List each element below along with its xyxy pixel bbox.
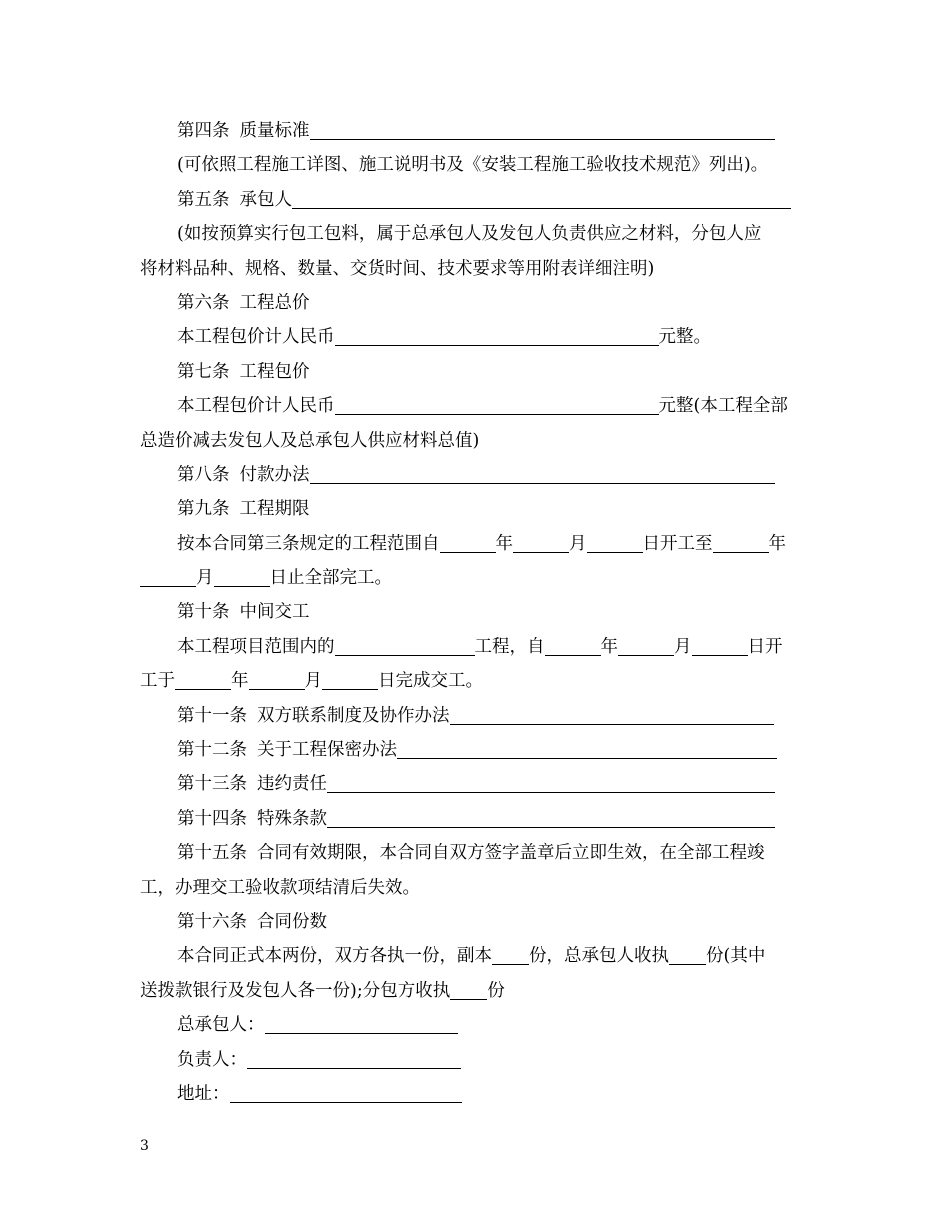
- copies-line-2-text: 送拨款银行及发包人各一份);分包方收执: [140, 980, 451, 1001]
- article-15-text: [140, 836, 815, 870]
- total-price-suffix: 元整。: [658, 327, 711, 348]
- article-16-text: [140, 939, 815, 973]
- start-year-blank: [440, 531, 496, 553]
- end-year-blank: [713, 531, 769, 553]
- article-10-text: [140, 630, 815, 664]
- article-16-number: 第十六条: [177, 911, 247, 932]
- article-11-heading: [140, 699, 815, 733]
- end-year-label: 年: [768, 533, 786, 554]
- end-month-label: 月: [196, 568, 214, 589]
- article-9-heading: [140, 492, 815, 526]
- article-10-heading: [140, 595, 815, 629]
- article-6-title: 工程总价: [239, 292, 310, 313]
- project-label: 工程，自: [474, 636, 545, 657]
- handover-end-month-blank: [249, 668, 305, 690]
- article-10-line-2: [140, 664, 815, 698]
- address-label: 地址：: [177, 1083, 230, 1104]
- article-9-title: 工程期限: [239, 499, 310, 520]
- handover-year-label: 年: [600, 636, 618, 657]
- handover-end-year-blank: [175, 668, 231, 690]
- duplicate-count-blank: [492, 943, 529, 965]
- article-12-title: 关于工程保密办法: [257, 740, 397, 761]
- article-13-number: 第十三条: [177, 774, 247, 795]
- article-10-number: 第十条: [177, 602, 230, 623]
- handover-month-label: 月: [674, 636, 692, 657]
- total-price-label: 本工程包价计人民币: [177, 327, 335, 348]
- copies-text-b: 份，总承包人收执: [529, 946, 669, 967]
- address-blank: [230, 1081, 462, 1103]
- article-5-heading: [140, 183, 815, 217]
- article-8-number: 第八条: [177, 464, 230, 485]
- contract-price-suffix: 元整(本工程全部: [658, 396, 788, 417]
- project-scope-label: 本工程项目范围内的: [177, 636, 335, 657]
- responsible-person-blank: [247, 1047, 461, 1069]
- general-contractor-label: 总承包人：: [177, 1015, 265, 1036]
- end-month-blank: [140, 565, 196, 587]
- handover-end-month-label: 月: [304, 671, 322, 692]
- confidentiality-blank: [397, 737, 777, 759]
- article-14-heading: [140, 802, 815, 836]
- contract-price-blank: [335, 393, 659, 415]
- year-label: 年: [495, 533, 513, 554]
- article-16-heading: [140, 905, 815, 939]
- contract-price-label: 本工程包价计人民币: [177, 396, 335, 417]
- article-6-heading: [140, 286, 815, 320]
- contractor-blank: [292, 187, 791, 209]
- article-15-body: 合同有效期限，本合同自双方签字盖章后立即生效，在全部工程竣: [257, 843, 765, 864]
- article-7-line-2: 总造价减去发包人及总承包人供应材料总值): [140, 430, 480, 451]
- period-label: 按本合同第三条规定的工程范围自: [177, 533, 440, 554]
- end-day-label: 日止全部完工。: [269, 568, 392, 589]
- start-day-blank: [587, 531, 643, 553]
- handover-start-month-blank: [618, 634, 674, 656]
- article-12-heading: [140, 733, 815, 767]
- page-number: 3: [140, 1138, 149, 1154]
- article-15-line-2: 工，办理交工验收款项结清后失效。: [140, 877, 420, 898]
- article-7-title: 工程包价: [239, 361, 310, 382]
- article-15-number: 第十五条: [177, 843, 247, 864]
- article-13-title: 违约责任: [257, 774, 327, 795]
- copies-line-2-suffix: 份: [487, 980, 505, 1001]
- article-12-number: 第十二条: [177, 740, 247, 761]
- article-13-heading: [140, 767, 815, 801]
- general-contractor-count-blank: [669, 943, 706, 965]
- article-8-title: 付款办法: [239, 464, 310, 485]
- total-price-blank: [335, 324, 659, 346]
- responsible-person-label: 负责人：: [177, 1049, 247, 1070]
- handover-line-2-label: 工于: [140, 671, 175, 692]
- handover-start-label: 日开: [747, 636, 783, 657]
- handover-end-label: 日完成交工。: [378, 671, 483, 692]
- project-name-blank: [335, 634, 475, 656]
- copies-text-a: 本合同正式本两份，双方各执一份，副本: [177, 946, 492, 967]
- article-7-text: [140, 389, 815, 423]
- article-9-text: [140, 527, 815, 561]
- article-8-heading: [140, 458, 815, 492]
- article-7-heading: [140, 355, 815, 389]
- start-month-blank: [513, 531, 569, 553]
- general-contractor-signature-line: [140, 1008, 815, 1042]
- article-9-number: 第九条: [177, 499, 230, 520]
- handover-end-year-label: 年: [231, 671, 249, 692]
- article-9-line-2: [140, 561, 815, 595]
- copies-text-c: 份(其中: [706, 946, 766, 967]
- subcontractor-count-blank: [450, 978, 487, 1000]
- article-14-number: 第十四条: [177, 808, 247, 829]
- article-6-text: [140, 320, 815, 354]
- article-5-title: 承包人: [239, 189, 292, 210]
- month-label: 月: [569, 533, 587, 554]
- quality-standard-blank: [310, 118, 775, 140]
- article-5-number: 第五条: [177, 189, 230, 210]
- article-16-title: 合同份数: [257, 911, 327, 932]
- article-4-number: 第四条: [177, 121, 230, 141]
- contract-body: [140, 114, 815, 1111]
- handover-start-day-blank: [692, 634, 748, 656]
- article-10-title: 中间交工: [239, 602, 310, 623]
- payment-method-blank: [310, 462, 775, 484]
- handover-end-day-blank: [322, 668, 378, 690]
- article-4-note: (可依照工程施工详图、施工说明书及《安装工程施工验收技术规范》列出)。: [177, 155, 769, 176]
- special-terms-blank: [327, 806, 775, 828]
- article-7-number: 第七条: [177, 361, 230, 382]
- article-6-number: 第六条: [177, 292, 230, 313]
- article-5-note-line-2: 将材料品种、规格、数量、交货时间、技术要求等用附表详细注明): [140, 258, 655, 279]
- start-day-label: 日开工至: [642, 533, 713, 554]
- article-16-line-2: [140, 974, 815, 1008]
- article-4-title: 质量标准: [239, 121, 310, 141]
- address-signature-line: [140, 1077, 815, 1111]
- coordination-blank: [450, 703, 774, 725]
- article-4-heading: [140, 114, 815, 148]
- liability-blank: [327, 771, 775, 793]
- article-11-title: 双方联系制度及协作办法: [257, 705, 450, 726]
- article-14-title: 特殊条款: [257, 808, 327, 829]
- end-day-blank: [214, 565, 270, 587]
- article-11-number: 第十一条: [177, 705, 247, 726]
- responsible-person-signature-line: [140, 1043, 815, 1077]
- handover-start-year-blank: [545, 634, 601, 656]
- general-contractor-blank: [265, 1012, 458, 1034]
- article-5-note-line-1: (如按预算实行包工包料，属于总承包人及发包人负责供应之材料，分包人应: [177, 224, 762, 245]
